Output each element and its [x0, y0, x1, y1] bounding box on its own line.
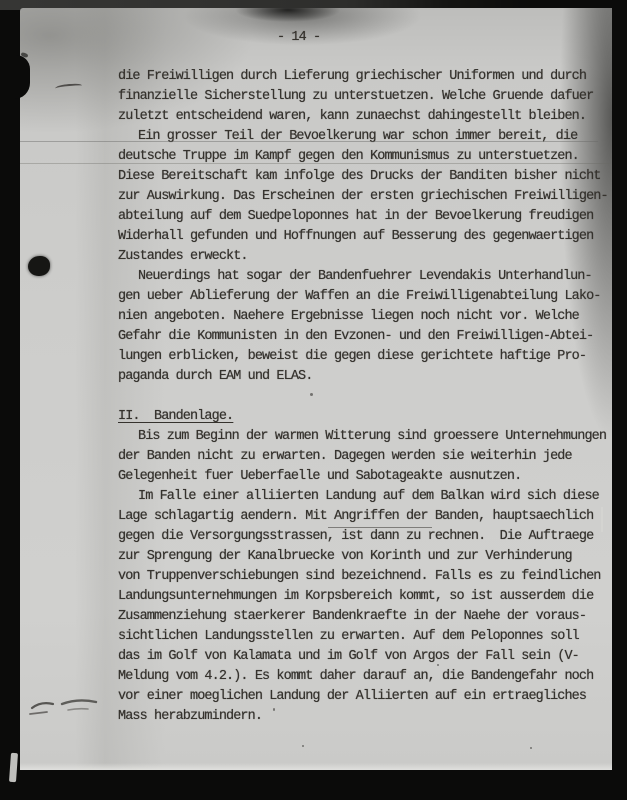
text-line: Im Falle einer alliierten Landung auf dem Balkan wird sich diese	[138, 489, 599, 504]
text-line: Mass herabzumindern.	[118, 709, 263, 724]
text-line: Diese Bereitschaft kam infolge des Drucks der Banditen bisher nicht	[118, 169, 601, 184]
document-text	[118, 67, 608, 727]
scan-speck	[302, 745, 304, 747]
text-line: vor einer moeglichen Landung der Alliierten auf ein ertraegliches	[118, 689, 587, 704]
text-line: die Freiwilligen durch Lieferung griechischer Uniformen und durch	[118, 69, 587, 84]
text-line: Bis zum Beginn der warmen Witterung sind groessere Unternehmungen	[138, 429, 607, 444]
punch-hole	[28, 256, 50, 276]
text-line: deutsche Truppe im Kampf gegen den Kommunismus zu unterstuetzen.	[118, 149, 579, 164]
text-line: gen ueber Ablieferung der Waffen an die Freiwilligenabteilung Lako-	[118, 289, 601, 304]
page-bottom-edge	[20, 763, 612, 770]
text-line: Neuerdings hat sogar der Bandenfuehrer Levendakis Unterhandlun-	[138, 269, 592, 284]
pencil-mark	[55, 83, 82, 91]
text-line: Widerhall gefunden und Hoffnungen auf Besserung des gegenwaertigen	[118, 229, 594, 244]
crease-line	[328, 527, 432, 528]
text-line: gegen die Versorgungsstrassen, ist dann zu rechnen. Die Auftraege	[118, 529, 594, 544]
text-line: abteilung auf dem Suedpeloponnes hat in der Bevoelkerung freudigen	[118, 209, 594, 224]
text-line: Landungsunternehmungen im Korpsbereich kommt, so ist ausserdem die	[118, 589, 594, 604]
text-line: Ein grosser Teil der Bevoelkerung war schon immer bereit, die	[138, 129, 578, 144]
text-line: Zustandes erweckt.	[118, 249, 248, 264]
document-page	[20, 8, 612, 770]
crease-line	[20, 141, 598, 142]
text-line: finanzielle Sicherstellung zu unterstuetzen. Welche Gruende dafuer	[118, 89, 594, 104]
text-line: Zusammenziehung staerkerer Bandenkraefte in der Naehe der voraus-	[118, 609, 587, 624]
scan-border-notch	[601, 507, 603, 532]
crease-line	[20, 163, 610, 164]
text-line: paganda durch EAM und ELAS.	[118, 369, 313, 384]
scan-speck	[530, 747, 532, 749]
scan-speck	[273, 708, 275, 711]
scan-speck	[310, 393, 313, 396]
scan-speck	[437, 664, 439, 666]
text-line: sichtlichen Landungsstellen zu erwarten. Auf dem Peloponnes soll	[118, 629, 579, 644]
text-line: zur Sprengung der Kanalbruecke von Korinth und zur Verhinderung	[118, 549, 572, 564]
text-line: lungen erblicken, beweist die gegen diese gerichtete haftige Pro-	[118, 349, 587, 364]
text-line: das im Golf von Kalamata und im Golf von Argos der Fall sein (V-	[118, 649, 579, 664]
page-corner-sliver	[9, 753, 18, 782]
text-line: zur Auswirkung. Das Erscheinen der ersten griechischen Freiwilligen-	[118, 189, 608, 204]
text-line: Gelegenheit fuer Ueberfaelle und Sabotageakte ausnutzen.	[118, 469, 522, 484]
section-heading: II. Bandenlage.	[118, 409, 234, 424]
text-line: von Truppenverschiebungen sind bezeichnend. Falls es zu feindlichen	[118, 569, 601, 584]
text-line	[118, 387, 598, 407]
page-number: - 14 -	[277, 30, 321, 45]
text-line: Gefahr die Kommunisten in den Evzonen- und den Freiwilligen-Abtei-	[118, 329, 594, 344]
text-line: Lage schlagartig aendern. Mit Angriffen der Banden, hauptsaechlich	[118, 509, 594, 524]
pencil-squiggle	[28, 692, 128, 722]
text-line: zuletzt entscheidend waren, kann zunaechst dahingestellt bleiben.	[118, 109, 587, 124]
text-line: nien angeboten. Naehere Ergebnisse liegen noch nicht vor. Welche	[118, 309, 579, 324]
text-line: Meldung vom 4.2.). Es kommt daher darauf an, die Bandengefahr noch	[118, 669, 594, 684]
text-line: der Banden nicht zu erwarten. Dagegen werden sie weiterhin jede	[118, 449, 572, 464]
